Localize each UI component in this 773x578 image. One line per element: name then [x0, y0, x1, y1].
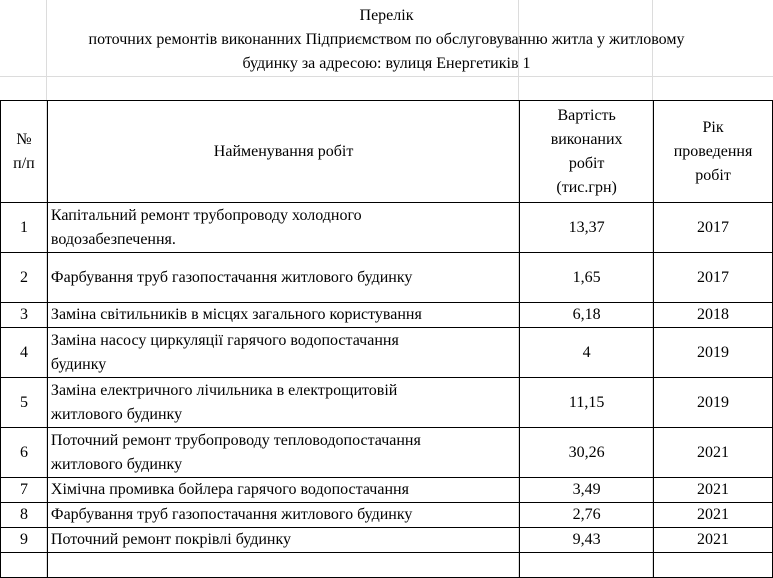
table-row [1, 503, 773, 528]
row-name-line: Заміна насосу циркуляції гарячого водопостачання [50, 331, 399, 349]
row-year: 2017 [654, 253, 773, 303]
row-name-line: водозабезпечення. [50, 230, 176, 248]
header-cost-line: Вартість [557, 106, 616, 124]
row-year: 2017 [654, 203, 773, 253]
row-name-line: Поточний ремонт трубопроводу тепловодопостачання [50, 431, 421, 449]
empty-cell [654, 553, 773, 578]
row-name-line: Капітальний ремонт трубопроводу холодного [50, 206, 362, 224]
header-cost-line: робіт [568, 154, 605, 172]
row-name [47, 378, 519, 428]
header-year [654, 101, 773, 203]
header-num-line: п/п [13, 154, 35, 172]
row-cost: 3,49 [520, 478, 654, 503]
row-num: 4 [1, 328, 48, 378]
row-year: 2021 [654, 528, 773, 553]
empty-row [1, 553, 773, 578]
table-row [1, 253, 773, 303]
row-num: 6 [1, 428, 48, 478]
header-num-line: № [16, 130, 32, 148]
row-cost: 11,15 [520, 378, 654, 428]
row-name: Поточний ремонт покрівлі будинку [47, 528, 519, 553]
table-row [1, 203, 773, 253]
table-row [1, 378, 773, 428]
row-name-line: будинку [50, 355, 107, 373]
header-year-line: робіт [695, 166, 731, 184]
table-row [1, 328, 773, 378]
row-cost: 1,65 [520, 253, 654, 303]
empty-cell [520, 553, 654, 578]
row-name [47, 328, 519, 378]
row-num: 9 [1, 528, 48, 553]
header-cost [520, 101, 654, 203]
header-year-line: проведення [673, 142, 753, 160]
row-name-line: житлового будинку [50, 455, 183, 473]
empty-cell [47, 553, 519, 578]
table-row [1, 428, 773, 478]
header-num [1, 101, 48, 203]
header-cost-line: виконаних [550, 130, 623, 148]
title-line-1: Перелік [359, 7, 414, 24]
header-cost-line: (тис.грн) [556, 178, 617, 196]
row-year: 2018 [654, 303, 773, 328]
row-name-line: житлового будинку [50, 405, 183, 423]
title-line-3: будинку за адресою: вулиця Енергетиків 1 [242, 55, 531, 72]
row-cost: 9,43 [520, 528, 654, 553]
grid-line [0, 76, 773, 77]
document-title [0, 4, 773, 76]
table-row [1, 478, 773, 503]
row-name-line: Заміна електричного лічильника в електрощитовій [50, 381, 398, 399]
header-row [1, 101, 773, 203]
row-year: 2019 [654, 378, 773, 428]
row-num: 3 [1, 303, 48, 328]
row-num: 5 [1, 378, 48, 428]
row-cost: 6,18 [520, 303, 654, 328]
row-year: 2019 [654, 328, 773, 378]
row-name [47, 203, 519, 253]
row-cost: 13,37 [520, 203, 654, 253]
row-year: 2021 [654, 503, 773, 528]
header-year-line: Рік [702, 118, 724, 136]
row-name: Фарбування труб газопостачання житлового будинку [47, 503, 519, 528]
row-name: Заміна світильників в місцях загального користування [47, 303, 519, 328]
repairs-table [0, 100, 773, 578]
table-row [1, 303, 773, 328]
row-num: 2 [1, 253, 48, 303]
row-num: 8 [1, 503, 48, 528]
row-name [47, 428, 519, 478]
header-name: Найменування робіт [47, 101, 519, 203]
row-name: Фарбування труб газопостачання житлового будинку [47, 253, 519, 303]
row-cost: 2,76 [520, 503, 654, 528]
row-num: 7 [1, 478, 48, 503]
row-num: 1 [1, 203, 48, 253]
row-cost: 30,26 [520, 428, 654, 478]
empty-cell [1, 553, 48, 578]
table-row [1, 528, 773, 553]
row-name: Хімічна промивка бойлера гарячого водопостачання [47, 478, 519, 503]
row-year: 2021 [654, 428, 773, 478]
row-cost: 4 [520, 328, 654, 378]
title-line-2: поточних ремонтів виконанних Підприємством по обслуговуванню житла у житловому [88, 31, 685, 48]
row-year: 2021 [654, 478, 773, 503]
